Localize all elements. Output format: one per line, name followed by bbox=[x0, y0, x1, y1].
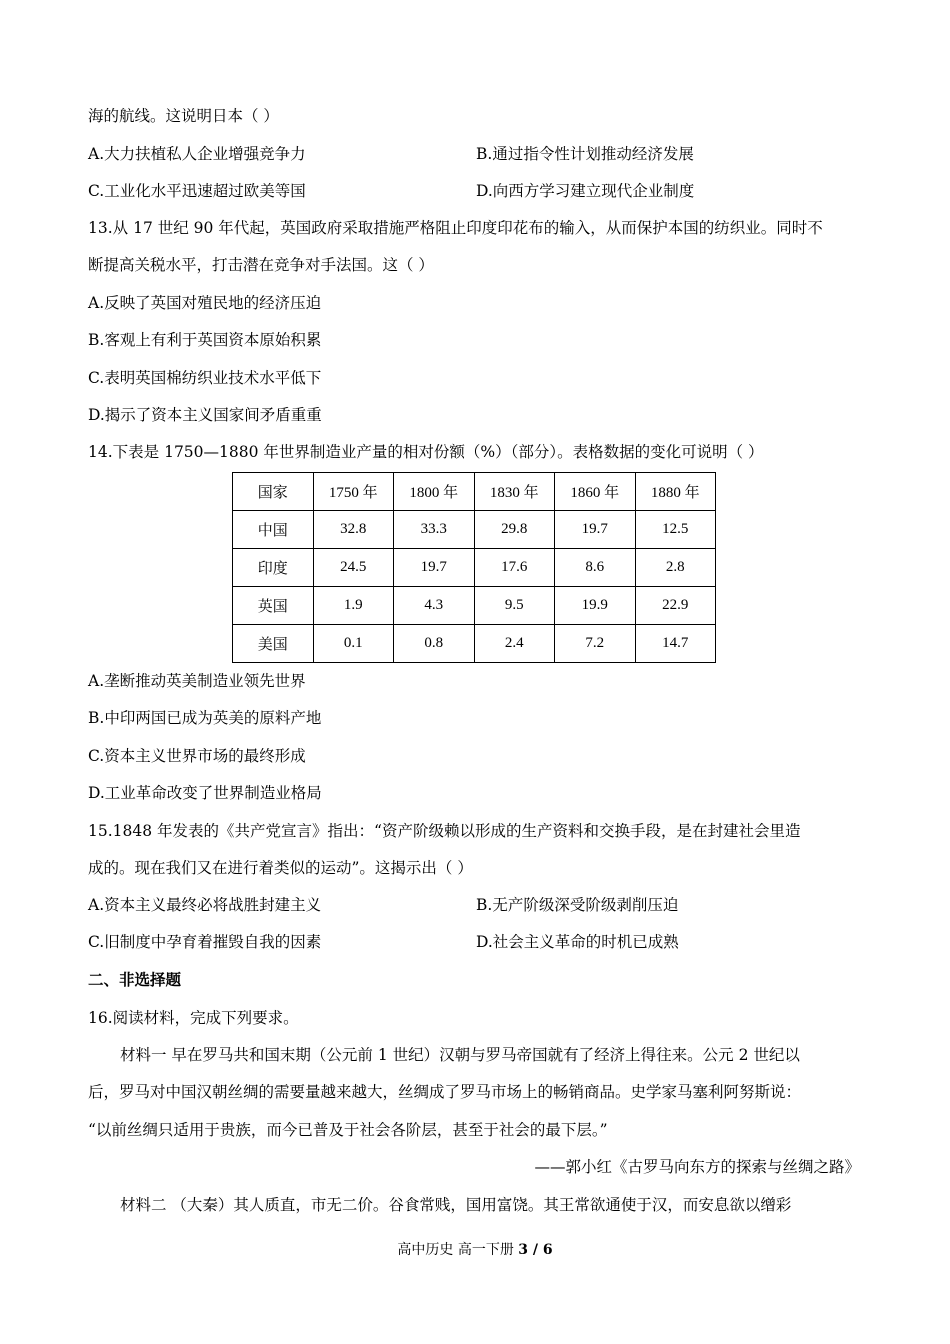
table-header-cell: 1750 年 bbox=[313, 473, 394, 511]
table-row bbox=[233, 625, 716, 663]
q13-stem-line1: 13.从 17 世纪 90 年代起，英国政府采取措施严格阻止印度印花布的输入，从而保护本国的纺织业。同时不 bbox=[88, 219, 823, 237]
q14-stem: 14.下表是 1750—1880 年世界制造业产量的相对份额（%）（部分）。表格数据的变化可说明（ ） bbox=[88, 443, 764, 461]
q16-stem: 16.阅读材料，完成下列要求。 bbox=[88, 1009, 299, 1027]
q13-option-c: C.表明英国棉纺织业技术水平低下 bbox=[88, 369, 322, 387]
q15-stem-line1: 15.1848 年发表的《共产党宣言》指出：“资产阶级赖以形成的生产资料和交换手段，是在封建社会里造 bbox=[88, 822, 801, 840]
table-cell: 1.9 bbox=[313, 587, 394, 625]
footer-label: 高中历史 高一下册 bbox=[397, 1242, 514, 1258]
table-cell: 29.8 bbox=[474, 511, 555, 549]
table-cell: 19.7 bbox=[555, 511, 636, 549]
q12-tail: 海的航线。这说明日本（ ） bbox=[88, 107, 279, 125]
table-cell: 33.3 bbox=[394, 511, 475, 549]
table-cell: 0.1 bbox=[313, 625, 394, 663]
table-header-cell: 1880 年 bbox=[635, 473, 716, 511]
table-cell: 2.4 bbox=[474, 625, 555, 663]
table-cell: 印度 bbox=[233, 549, 314, 587]
q14-option-d: D.工业革命改变了世界制造业格局 bbox=[88, 784, 322, 802]
q14-option-b: B.中印两国已成为英美的原料产地 bbox=[88, 709, 322, 727]
q13-option-b: B.客观上有利于英国资本原始积累 bbox=[88, 331, 322, 349]
q13-stem-line2: 断提高关税水平，打击潜在竞争对手法国。这（ ） bbox=[88, 256, 434, 274]
table-cell: 22.9 bbox=[635, 587, 716, 625]
q16-material2-line1: 材料二 （大秦）其人质直，市无二价。谷食常贱，国用富饶。其王常欲通使于汉，而安息欲以缯彩 bbox=[120, 1196, 792, 1214]
table-header-cell: 1800 年 bbox=[394, 473, 475, 511]
page-number: 3 / 6 bbox=[518, 1242, 553, 1258]
q16-material1-source: ——郭小红《古罗马向东方的探索与丝绸之路》 bbox=[534, 1158, 860, 1176]
q15-option-b: B.无产阶级深受阶级剥削压迫 bbox=[476, 896, 679, 914]
q15-option-d: D.社会主义革命的时机已成熟 bbox=[476, 933, 679, 951]
q12-option-b: B.通过指令性计划推动经济发展 bbox=[476, 145, 694, 163]
table-header-row bbox=[233, 473, 716, 511]
table-row bbox=[233, 549, 716, 587]
table-header-cell: 1830 年 bbox=[474, 473, 555, 511]
q12-option-c: C.工业化水平迅速超过欧美等国 bbox=[88, 182, 306, 200]
table-cell: 17.6 bbox=[474, 549, 555, 587]
q13-option-d: D.揭示了资本主义国家间矛盾重重 bbox=[88, 406, 322, 424]
table-cell: 19.9 bbox=[555, 587, 636, 625]
q12-option-d: D.向西方学习建立现代企业制度 bbox=[476, 182, 695, 200]
q15-option-a: A.资本主义最终必将战胜封建主义 bbox=[88, 896, 322, 914]
table-header-cell: 1860 年 bbox=[555, 473, 636, 511]
table-cell: 32.8 bbox=[313, 511, 394, 549]
table-cell: 24.5 bbox=[313, 549, 394, 587]
manufacturing-share-table bbox=[232, 472, 716, 663]
q15-stem-line2: 成的。现在我们又在进行着类似的运动”。这揭示出（ ） bbox=[88, 859, 473, 877]
table-cell: 14.7 bbox=[635, 625, 716, 663]
q15-option-c: C.旧制度中孕育着摧毁自我的因素 bbox=[88, 933, 322, 951]
q16-material1-line2: 后，罗马对中国汉朝丝绸的需要量越来越大，丝绸成了罗马市场上的畅销商品。史学家马塞利阿努斯说： bbox=[88, 1083, 802, 1101]
table-cell: 中国 bbox=[233, 511, 314, 549]
table-cell: 4.3 bbox=[394, 587, 475, 625]
table-row bbox=[233, 587, 716, 625]
table-row bbox=[233, 511, 716, 549]
table-cell: 19.7 bbox=[394, 549, 475, 587]
table-cell: 7.2 bbox=[555, 625, 636, 663]
q16-material1-line1: 材料一 早在罗马共和国末期（公元前 1 世纪）汉朝与罗马帝国就有了经济上得往来。公元 2 世纪以 bbox=[120, 1046, 800, 1064]
table-cell: 美国 bbox=[233, 625, 314, 663]
table-cell: 2.8 bbox=[635, 549, 716, 587]
table-cell: 9.5 bbox=[474, 587, 555, 625]
q14-option-a: A.垄断推动英美制造业领先世界 bbox=[88, 672, 306, 690]
section-2-title: 二、非选择题 bbox=[88, 970, 182, 989]
table-cell: 英国 bbox=[233, 587, 314, 625]
q12-option-a: A.大力扶植私人企业增强竞争力 bbox=[88, 145, 306, 163]
page-footer bbox=[0, 1240, 950, 1260]
q14-option-c: C.资本主义世界市场的最终形成 bbox=[88, 747, 306, 765]
q16-material1-line3: “以前丝绸只适用于贵族，而今已普及于社会各阶层，甚至于社会的最下层。” bbox=[88, 1121, 608, 1139]
table-header-cell: 国家 bbox=[233, 473, 314, 511]
table-cell: 8.6 bbox=[555, 549, 636, 587]
table-cell: 0.8 bbox=[394, 625, 475, 663]
q13-option-a: A.反映了英国对殖民地的经济压迫 bbox=[88, 294, 322, 312]
table-cell: 12.5 bbox=[635, 511, 716, 549]
